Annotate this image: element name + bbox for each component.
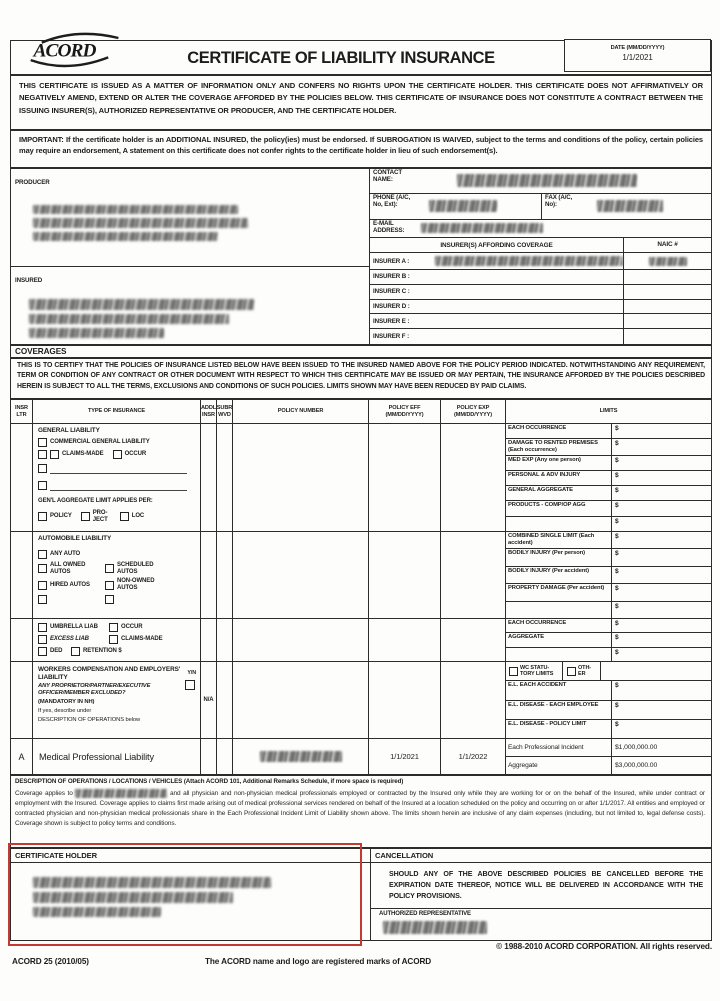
limit-row — [506, 517, 711, 531]
producer-cell — [11, 169, 369, 267]
signature-redacted — [383, 921, 487, 934]
limit-label: Aggregate — [506, 757, 612, 774]
limit-row — [506, 633, 711, 647]
checkbox-auto-blank-2 — [105, 595, 114, 604]
limit-amount: $1,000,000.00 — [615, 744, 658, 751]
limit-amount: $ — [615, 567, 619, 575]
limit-label: COMBINED SINGLE LIMIT (Each accident) — [506, 532, 612, 548]
insurer-d-label: INSURER D : — [373, 302, 410, 310]
gl-blank-row-1 — [38, 464, 197, 474]
umbrella-band — [11, 619, 711, 662]
wc-title: WORKERS COMPENSATION AND EMPLOYERS' LIABILITY — [38, 666, 181, 681]
limit-row — [506, 549, 711, 566]
limit-label: AGGREGATE — [506, 633, 612, 646]
insurer-b-label: INSURER B : — [373, 273, 410, 281]
bottom-section — [10, 848, 712, 941]
phone-label: PHONE (A/C, No, Ext): — [373, 193, 411, 208]
insurer-b-row — [370, 270, 711, 285]
limit-row — [506, 486, 711, 501]
limit-row — [506, 456, 711, 471]
limit-amount: $ — [615, 517, 619, 525]
insured-cell — [11, 267, 369, 344]
limit-row — [506, 720, 711, 738]
limit-label: DAMAGE TO RENTED PREMISES (Each occurrence) — [506, 439, 612, 454]
limit-row — [506, 681, 711, 700]
limit-row — [506, 739, 711, 757]
gl-agg-applies-label: GEN'L AGGREGATE LIMIT APPLIES PER: — [38, 497, 153, 504]
coverage-table — [10, 399, 712, 775]
insurer-f-label: INSURER F : — [373, 333, 410, 341]
general-liability-band — [11, 424, 711, 532]
checkbox-hired-autos — [38, 581, 47, 590]
wc-statutory-label: WC STATU-TORY LIMITS — [520, 664, 554, 678]
limit-amount: $ — [615, 440, 619, 448]
limit-amount: $ — [615, 425, 619, 432]
checkbox-gl-blank-3 — [38, 481, 47, 490]
parties-left-column — [11, 169, 370, 344]
wc-desc-below-label: DESCRIPTION OF OPERATIONS below — [38, 717, 141, 724]
certificate-holder-redacted — [33, 877, 273, 917]
fax-cell — [542, 194, 711, 220]
wc-na-cell: N/A — [201, 662, 217, 738]
limit-label: Each Professional Incident — [506, 739, 612, 756]
date-label: DATE (MM/DD/YYYY) — [610, 45, 665, 51]
header-insr-ltr: INSR LTR — [11, 400, 33, 423]
auto-any-row — [38, 550, 197, 559]
limit-label: EACH OCCURRENCE — [506, 619, 612, 632]
limit-amount: $ — [615, 602, 619, 610]
fax-redacted — [597, 200, 663, 212]
limit-label: PROPERTY DAMAGE (Per accident) — [506, 584, 612, 600]
gl-per-project-label: PRO-JECT — [92, 509, 108, 523]
checkbox-umb-occur — [109, 623, 118, 632]
checkbox-umbrella-liab — [38, 623, 47, 632]
form-code: ACORD 25 (2010/05) — [12, 957, 89, 966]
wc-other-label: OTH-ER — [578, 664, 592, 678]
gl-claims-made-row — [38, 450, 197, 459]
limit-amount: $ — [615, 502, 619, 510]
insurers-affording-label: INSURER(S) AFFORDING COVERAGE — [440, 241, 553, 249]
limit-label: E.L. DISEASE - EACH EMPLOYEE — [506, 701, 612, 719]
insurers-header-row — [370, 238, 711, 253]
gl-per-loc-label: LOC — [131, 513, 145, 520]
limit-label: EACH OCCURRENCE — [506, 424, 612, 438]
limit-label: BODILY INJURY (Per person) — [506, 549, 612, 565]
header-policy-number: POLICY NUMBER — [233, 400, 369, 423]
header-addl-insr: ADDL INSR — [201, 400, 217, 423]
limit-amount: $ — [615, 648, 619, 656]
umb-claims-made-label: CLAIMS-MADE — [121, 636, 163, 643]
header-subr-wvd: SUBR WVD — [217, 400, 233, 423]
auto-hired-row — [38, 578, 197, 592]
gl-agg-options-row — [38, 510, 197, 524]
limit-amount: $ — [615, 533, 619, 540]
auto-type-cell — [33, 532, 200, 609]
auto-any-label: ANY AUTO — [50, 550, 81, 557]
limit-label — [506, 602, 612, 618]
medical-professional-band — [11, 739, 711, 774]
insurer-f-row — [370, 329, 711, 344]
insurer-e-label: INSURER E : — [373, 317, 410, 325]
coverage-table-header — [11, 400, 711, 424]
limit-row — [506, 648, 711, 661]
med-policy-cell — [233, 739, 369, 774]
insurer-c-row — [370, 285, 711, 300]
limit-label: GENERAL AGGREGATE — [506, 486, 612, 500]
acord-logo — [27, 32, 123, 73]
med-policy-exp: 1/1/2022 — [441, 739, 506, 774]
auto-scheduled-label: SCHEDULED AUTOS — [117, 561, 154, 575]
checkbox-all-owned-autos — [38, 564, 47, 573]
limit-row — [506, 619, 711, 633]
umbrella-limits-column — [506, 619, 711, 661]
limit-row — [506, 501, 711, 516]
limit-label: E.L. EACH ACCIDENT — [506, 681, 612, 699]
header-limits: LIMITS — [599, 408, 618, 415]
gl-per-policy-label: POLICY — [50, 513, 72, 520]
med-insr-letter: A — [11, 739, 33, 774]
description-title: DESCRIPTION OF OPERATIONS / LOCATIONS / VEHICLES (Attach ACORD 101, Additional Remarks Schedule, if more space is required) — [15, 778, 404, 785]
ded-label: DED — [50, 648, 63, 655]
checkbox-per-project — [81, 512, 90, 521]
cancellation-title: CANCELLATION — [371, 849, 711, 863]
med-policy-eff: 1/1/2021 — [369, 739, 441, 774]
description-body — [15, 789, 705, 829]
producer-label: PRODUCER — [15, 179, 50, 186]
insurer-a-row — [370, 253, 711, 270]
important-notice: IMPORTANT: If the certificate holder is an ADDITIONAL INSURED, the policy(ies) must be endorsed. If SUBROGATION IS WAIVED, subject to the terms and conditions of the policy, certain policies may require an endorsement, A statement on this certificate does not confer rights to the certificate holder in lieu of such endorsement(s). — [10, 130, 712, 168]
limit-amount: $ — [615, 620, 619, 627]
wc-type-cell — [33, 662, 200, 738]
checkbox-wc-excluded — [185, 680, 195, 690]
checkbox-gl-blank-2 — [38, 464, 47, 473]
checkbox-commercial-general-liability — [38, 438, 47, 447]
auto-all-owned-label: ALL OWNED AUTOS — [50, 561, 86, 575]
phone-redacted — [429, 200, 497, 212]
checkbox-wc-statutory — [509, 667, 518, 676]
insurer-d-row — [370, 300, 711, 315]
limit-row — [506, 439, 711, 455]
insured-label: INSURED — [15, 277, 43, 284]
limit-label: E.L. DISEASE - POLICY LIMIT — [506, 720, 612, 738]
umbrella-liab-row — [38, 623, 197, 632]
ded-retention-row — [38, 647, 197, 656]
insurer-a-naic-redacted — [649, 257, 687, 266]
authorized-representative-label: AUTHORIZED REPRESENTATIVE — [379, 910, 471, 917]
limit-amount: $ — [615, 682, 619, 690]
auto-blank-row — [38, 595, 197, 604]
limit-row — [506, 701, 711, 720]
checkbox-any-auto — [38, 550, 47, 559]
checkbox-per-loc — [120, 512, 129, 521]
checkbox-occur — [113, 450, 122, 459]
checkbox-scheduled-autos — [105, 564, 114, 573]
limit-row — [506, 602, 711, 618]
limit-amount: $ — [615, 585, 619, 593]
email-label: E-MAIL ADDRESS: — [373, 220, 405, 235]
limit-amount: $ — [615, 720, 619, 728]
insurer-a-label: INSURER A : — [373, 257, 410, 265]
limit-amount: $ — [615, 487, 619, 495]
limit-amount: $ — [615, 701, 619, 709]
gl-limits-column — [506, 424, 711, 531]
producer-redacted-text — [33, 205, 248, 241]
header-policy-exp: POLICY EXP (MM/DD/YYYY) — [441, 400, 506, 423]
insurer-c-label: INSURER C : — [373, 288, 410, 296]
checkbox-umb-claims-made — [109, 635, 118, 644]
limit-amount: $ — [615, 550, 619, 558]
limit-amount: $ — [615, 456, 619, 464]
parties-section — [10, 168, 712, 345]
umb-occur-label: OCCUR — [121, 624, 143, 631]
insurer-a-redacted — [435, 256, 623, 266]
date-value: 1/1/2021 — [622, 53, 653, 62]
gl-occur-label: OCCUR — [124, 450, 147, 457]
checkbox-non-owned-autos — [105, 581, 114, 590]
auto-owned-row — [38, 562, 197, 576]
page-title: CERTIFICATE OF LIABILITY INSURANCE — [187, 49, 495, 67]
med-policy-number-redacted — [260, 751, 342, 762]
cancellation-body: SHOULD ANY OF THE ABOVE DESCRIBED POLICIES BE CANCELLED BEFORE THE EXPIRATION DATE THEREOF, NOTICE WILL BE DELIVERED IN ACCORDANCE WITH THE POLICY PROVISIONS. — [389, 870, 703, 900]
header-type-of-insurance: TYPE OF INSURANCE — [33, 400, 201, 423]
wc-statutory-row — [506, 662, 711, 681]
parties-right-column — [370, 169, 711, 344]
gl-title: GENERAL LIABILITY — [38, 427, 100, 434]
limit-row — [506, 584, 711, 601]
certificate-holder-title: CERTIFICATE HOLDER — [11, 849, 370, 863]
checkbox-excess-liab — [38, 635, 47, 644]
limit-row — [506, 567, 711, 584]
limit-row — [506, 532, 711, 549]
description-body-suffix: and all physician and non-physician medical professionals employed or contracted by the Insured only while they are working for or on the behalf of the Insured, while under contract or employment with the Insured. Coverage applies to claims first made arising out of medical professional services rendered on behalf of the Insured at a location scheduled on the policy and occurring on or after 1/1/2017. All entities and employed or contracted physician and non-physician medical professionals share in the Each Professional Incident Limit of Liability shown above. The limits shown herein are inclusive of any claim expenses (including, but not limited to, legal defense costs). Coverage shown is subject to policy terms and conditions. — [15, 790, 705, 828]
auto-non-owned-label: NON-OWNED AUTOS — [117, 578, 155, 592]
certificate-holder-box — [11, 849, 371, 940]
limit-label — [506, 648, 612, 661]
limit-label: PRODUCTS - COMP/OP AGG — [506, 501, 612, 515]
wc-if-yes-label: If yes, describe under — [38, 708, 92, 715]
checkbox-retention — [71, 647, 80, 656]
disclaimer-notice: THIS CERTIFICATE IS ISSUED AS A MATTER OF INFORMATION ONLY AND CONFERS NO RIGHTS UPON THE CERTIFICATE HOLDER. THIS CERTIFICATE DOES NOT AFFIRMATIVELY OR NEGATIVELY AMEND, EXTEND OR ALTER THE COVERAGE AFFORDED BY THE POLICIES BELOW. THIS CERTIFICATE OF INSURANCE DOES NOT CONSTITUTE A CONTRACT BETWEEN THE ISSUING INSURER(S), AUTHORIZED REPRESENTATIVE OR PRODUCER, AND THE CERTIFICATE HOLDER. — [10, 75, 712, 130]
cancellation-box — [371, 849, 711, 940]
limit-row — [506, 471, 711, 486]
wc-yn-label: Y/N — [187, 670, 196, 676]
limit-label: MED EXP (Any one person) — [506, 456, 612, 470]
limit-row — [506, 424, 711, 439]
limit-amount: $ — [615, 634, 619, 642]
trademark-text: The ACORD name and logo are registered marks of ACORD — [205, 957, 432, 966]
wc-excluded-label: ANY PROPRIETOR/PARTNER/EXECUTIVE OFFICER/MEMBER EXCLUDED? — [38, 683, 151, 697]
limit-row — [506, 757, 711, 774]
limit-label: PERSONAL & ADV INJURY — [506, 471, 612, 485]
umbrella-type-cell — [33, 619, 200, 661]
gl-claims-made-label: CLAIMS-MADE — [62, 450, 104, 457]
acord-logo-graphic — [27, 32, 123, 68]
auto-limits-column — [506, 532, 711, 618]
gl-commercial-label: COMMERCIAL GENERAL LIABILITY — [50, 438, 150, 445]
wc-mandatory-label: (MANDATORY IN NH) — [38, 699, 95, 706]
gl-blank-row-2 — [38, 481, 197, 491]
auto-title: AUTOMOBILE LIABILITY — [38, 535, 112, 542]
description-body-prefix: Coverage applies to — [15, 790, 73, 798]
coverages-section-title: COVERAGES — [10, 345, 712, 358]
contact-name-row — [370, 169, 711, 194]
form-header — [10, 40, 712, 75]
authorized-representative-area — [371, 908, 711, 935]
insured-redacted-text — [29, 299, 259, 338]
coverages-certify-text: THIS IS TO CERTIFY THAT THE POLICIES OF INSURANCE LISTED BELOW HAVE BEEN ISSUED TO THE INSURED NAMED ABOVE FOR THE POLICY PERIOD INDICATED. NOTWITHSTANDING ANY REQUIREMENT, TERM OR CONDITION OF ANY CONTRACT OR OTHER DOCUMENT WITH RESPECT TO WHICH THIS CERTIFICATE MAY BE ISSUED OR MAY PERTAIN, THE INSURANCE AFFORDED BY THE POLICIES DESCRIBED HEREIN IS SUBJECT TO ALL THE TERMS, EXCLUSIONS AND CONDITIONS OF SUCH POLICIES. LIMITS SHOWN MAY HAVE BEEN REDUCED BY PAID CLAIMS. — [10, 358, 712, 399]
checkbox-per-policy — [38, 512, 47, 521]
general-liability-type-cell — [33, 424, 200, 528]
phone-cell — [370, 194, 542, 220]
header-policy-eff: POLICY EFF (MM/DD/YYYY) — [369, 400, 441, 423]
workers-comp-band — [11, 662, 711, 739]
checkbox-gl-blank-1 — [38, 450, 47, 459]
limit-label: BODILY INJURY (Per accident) — [506, 567, 612, 583]
auto-hired-label: HIRED AUTOS — [50, 581, 90, 588]
description-of-operations-section — [10, 775, 712, 848]
med-type-label: Medical Professional Liability — [33, 739, 201, 774]
checkbox-wc-other — [567, 667, 576, 676]
checkbox-claims-made — [50, 450, 59, 459]
limit-amount: $3,000,000.00 — [615, 762, 658, 769]
excess-liab-row — [38, 635, 197, 644]
excess-liab-label: EXCESS LIAB — [50, 636, 89, 643]
limit-label — [506, 517, 612, 531]
insurer-e-row — [370, 314, 711, 329]
email-redacted — [421, 223, 543, 233]
description-insured-name-redacted — [75, 789, 167, 798]
wc-limits-column — [506, 662, 711, 738]
phone-fax-row — [370, 194, 711, 221]
acord-logo-text: ACORD — [33, 40, 96, 62]
fax-label: FAX (A/C, No): — [545, 193, 573, 208]
naic-label: NAIC # — [623, 238, 711, 252]
limit-amount: $ — [615, 471, 619, 479]
checkbox-ded — [38, 647, 47, 656]
umbrella-liab-label: UMBRELLA LIAB — [50, 624, 98, 631]
copyright-text: © 1988-2010 ACORD CORPORATION. All rights reserved. — [496, 942, 712, 951]
med-limits-column — [506, 739, 711, 774]
email-row — [370, 220, 711, 238]
retention-label: RETENTION $ — [83, 648, 122, 655]
contact-name-label: CONTACT NAME: — [373, 169, 403, 183]
automobile-liability-band — [11, 532, 711, 619]
contact-name-redacted — [457, 174, 637, 187]
date-box — [564, 39, 711, 72]
gl-commercial-row — [38, 438, 197, 447]
checkbox-auto-blank-1 — [38, 595, 47, 604]
